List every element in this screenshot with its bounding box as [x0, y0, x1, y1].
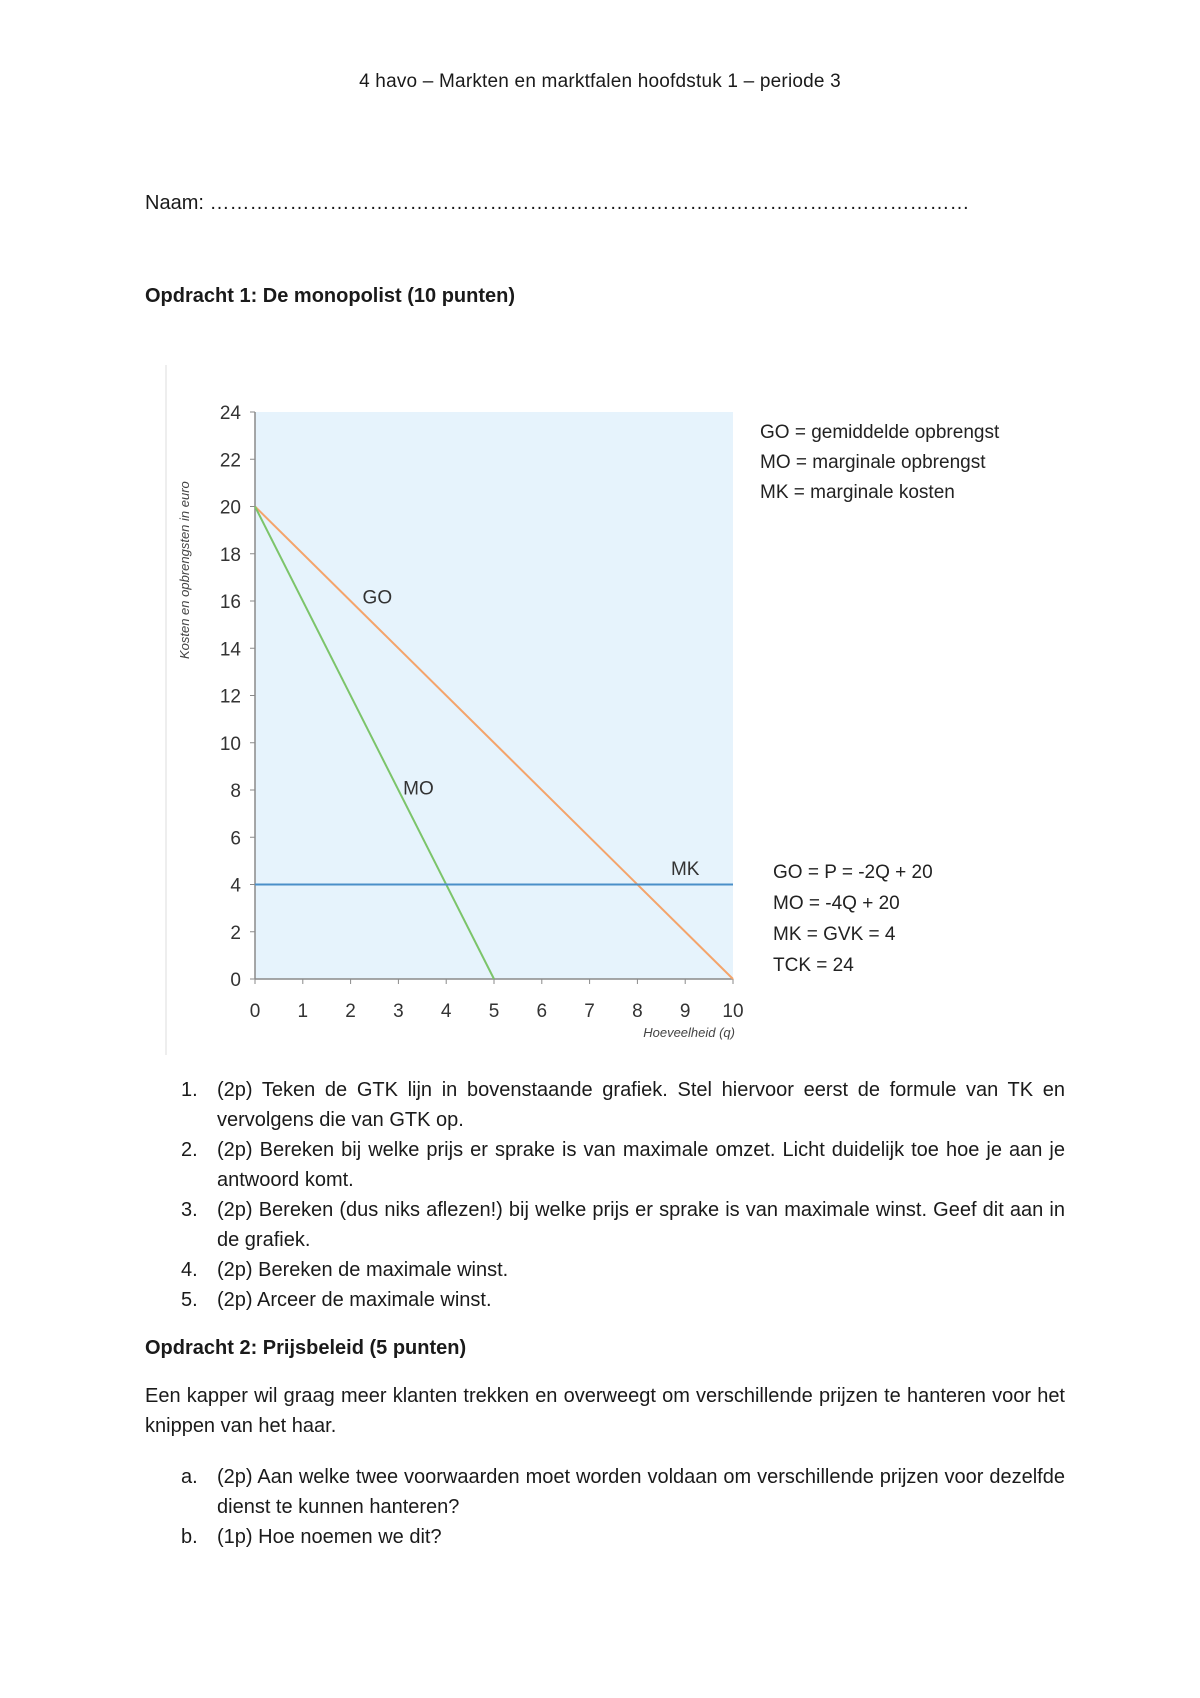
subquestion-letter: a. — [181, 1466, 198, 1488]
y-tick-label: 20 — [219, 497, 241, 519]
formula-line: TCK = 24 — [773, 955, 854, 976]
subquestion-text: (1p) Hoe noemen we dit? — [217, 1526, 442, 1548]
series-label-go: GO — [362, 587, 393, 609]
x-tick-label: 2 — [345, 1001, 356, 1022]
y-tick-label: 6 — [230, 828, 241, 850]
page-header: 4 havo – Markten en marktfalen hoofdstuk 1 – periode 3 — [359, 71, 841, 92]
legend-entry: MO = marginale opbrengst — [760, 452, 986, 473]
question-item — [145, 1195, 1065, 1255]
x-tick-label: 8 — [632, 1001, 643, 1022]
x-tick-label: 0 — [249, 1001, 261, 1022]
plot-area — [255, 412, 733, 979]
question-text: (2p) Bereken de maximale winst. — [217, 1259, 509, 1281]
question-number: 2. — [181, 1139, 198, 1161]
monopolist-chart — [165, 365, 1055, 1055]
series-label-mk: MK — [670, 859, 700, 881]
y-tick-label: 22 — [219, 450, 241, 472]
x-tick-label: 10 — [722, 1001, 744, 1022]
x-tick-label: 9 — [679, 1001, 691, 1022]
y-tick-label: 14 — [219, 639, 241, 661]
x-tick-label: 5 — [488, 1001, 500, 1022]
legend-entry: MK = marginale kosten — [760, 482, 955, 503]
y-tick-label: 24 — [219, 403, 241, 424]
subquestion-letter: b. — [181, 1526, 198, 1548]
question-text: (2p) Bereken (dus niks aflezen!) bij welke prijs er sprake is van maximale winst. Geef dit aan in de grafiek. — [217, 1199, 1065, 1251]
question-text: (2p) Teken de GTK lijn in bovenstaande grafiek. Stel hiervoor eerst de formule van TK en vervolgens die van GTK op. — [217, 1079, 1065, 1131]
x-tick-label: 4 — [440, 1001, 452, 1022]
question-item — [145, 1135, 1065, 1195]
section1-title: Opdracht 1: De monopolist (10 punten) — [145, 285, 516, 307]
x-tick-label: 6 — [536, 1001, 548, 1022]
question-number: 4. — [181, 1259, 198, 1281]
question-item — [145, 1285, 1065, 1315]
y-tick-label: 18 — [219, 544, 241, 566]
x-axis-label: Hoeveelheid (q) — [643, 1025, 735, 1040]
legend-entry: GO = gemiddelde opbrengst — [760, 422, 1000, 443]
y-tick-label: 8 — [230, 781, 241, 802]
question-list — [145, 1075, 1065, 1315]
question-number: 1. — [181, 1079, 198, 1101]
question-number: 3. — [181, 1199, 198, 1221]
y-tick-label: 12 — [219, 686, 241, 708]
y-tick-label: 0 — [230, 970, 241, 991]
x-tick-label: 3 — [393, 1001, 404, 1022]
question-number: 5. — [181, 1289, 198, 1311]
y-tick-label: 4 — [230, 875, 241, 897]
subquestion-list — [145, 1462, 1065, 1552]
formula-line: MO = -4Q + 20 — [773, 893, 900, 914]
question-text: (2p) Arceer de maximale winst. — [217, 1289, 492, 1311]
name-line: Naam: …………………………………………………………………………………………………… — [145, 192, 970, 214]
question-text: (2p) Bereken bij welke prijs er sprake is van maximale omzet. Licht duidelijk toe hoe je aan je antwoord komt. — [217, 1139, 1065, 1191]
y-tick-label: 2 — [230, 922, 241, 944]
question-item — [145, 1255, 1065, 1285]
subquestion-text: (2p) Aan welke twee voorwaarden moet worden voldaan om verschillende prijzen voor dezelfde dienst te kunnen hanteren? — [217, 1466, 1065, 1518]
subquestion-item — [145, 1522, 1065, 1552]
section2-intro: Een kapper wil graag meer klanten trekken en overweegt om verschillende prijzen te hanteren voor het knippen van het haar. — [145, 1385, 1065, 1437]
x-tick-label: 7 — [584, 1001, 595, 1022]
question-item — [145, 1075, 1065, 1135]
formula-line: GO = P = -2Q + 20 — [773, 862, 933, 883]
chart-svg — [165, 365, 1055, 1055]
subquestion-item — [145, 1462, 1065, 1522]
x-tick-label: 1 — [297, 1001, 309, 1022]
series-label-mo: MO — [403, 778, 434, 800]
y-tick-label: 10 — [219, 733, 241, 755]
section2-title: Opdracht 2: Prijsbeleid (5 punten) — [145, 1337, 467, 1359]
formula-line: MK = GVK = 4 — [773, 924, 896, 945]
y-axis-label: Kosten en opbrengsten in euro — [177, 481, 192, 660]
y-tick-label: 16 — [219, 592, 241, 613]
